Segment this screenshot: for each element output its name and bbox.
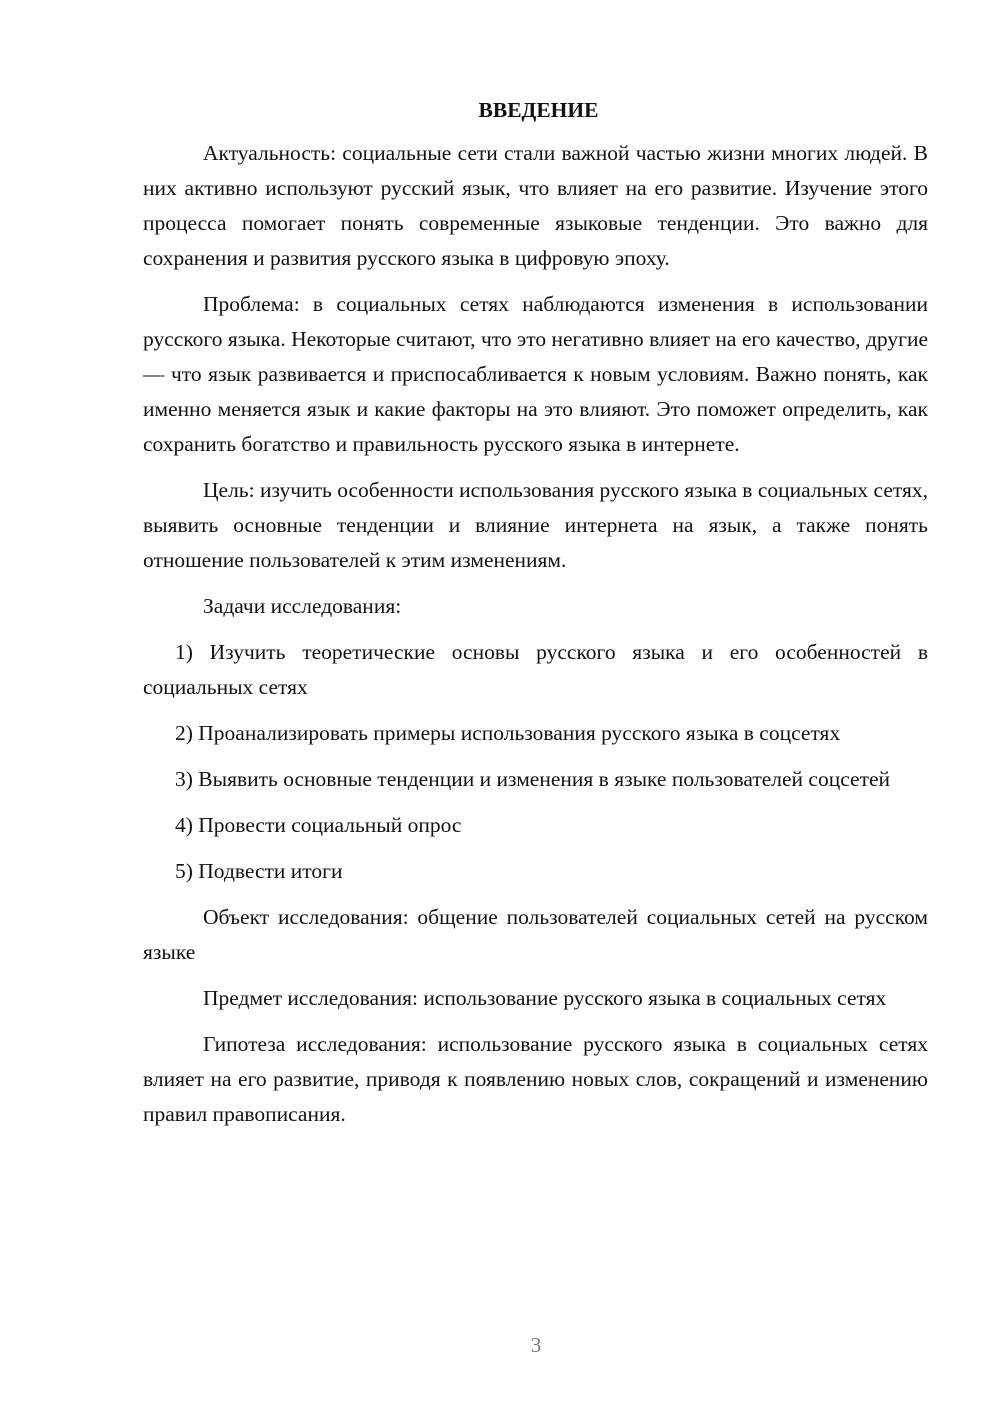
task-item: 2) Проанализировать примеры использования русского языка в соцсетях bbox=[175, 721, 841, 745]
tasks-heading: Задачи исследования: bbox=[203, 594, 402, 618]
task-item: 4) Провести социальный опрос bbox=[175, 813, 462, 837]
task-item: 5) Подвести итоги bbox=[175, 859, 343, 883]
task-item: 1) Изучить теоретические основы русского языка и его особенностей в социальных сетях bbox=[143, 640, 928, 699]
paragraph-problem: Проблема: в социальных сетях наблюдаются изменения в использовании русского языка. Некоторые считают, что это негативно влияет на его качество, другие — что язык развивается и приспосабливается к новым условиям. Важно понять, как именно меняется язык и какие факторы на это влияют. Это поможет определить, как сохранить богатство и правильность русского языка в интернете. bbox=[143, 292, 928, 456]
paragraph-object: Объект исследования: общение пользователей социальных сетей на русском языке bbox=[143, 905, 928, 964]
section-title: ВВЕДЕНИЕ bbox=[478, 98, 599, 122]
paragraph-subject: Предмет исследования: использование русского языка в социальных сетях bbox=[203, 986, 887, 1010]
paragraph-hypothesis: Гипотеза исследования: использование русского языка в социальных сетях влияет на его развитие, приводя к появлению новых слов, сокращений и изменению правил правописания. bbox=[143, 1032, 928, 1126]
page-number: 3 bbox=[530, 1333, 542, 1357]
paragraph-relevance: Актуальность: социальные сети стали важной частью жизни многих людей. В них активно используют русский язык, что влияет на его развитие. Изучение этого процесса помогает понять современные языковые тенденции. Это важно для сохранения и развития русского языка в цифровую эпоху. bbox=[143, 141, 928, 270]
paragraph-goal: Цель: изучить особенности использования русского языка в социальных сетях, выявить основные тенденции и влияние интернета на язык, а также понять отношение пользователей к этим изменениям. bbox=[143, 478, 928, 572]
page-content bbox=[143, 92, 928, 1143]
task-item: 3) Выявить основные тенденции и изменения в языке пользователей соцсетей bbox=[175, 767, 891, 791]
